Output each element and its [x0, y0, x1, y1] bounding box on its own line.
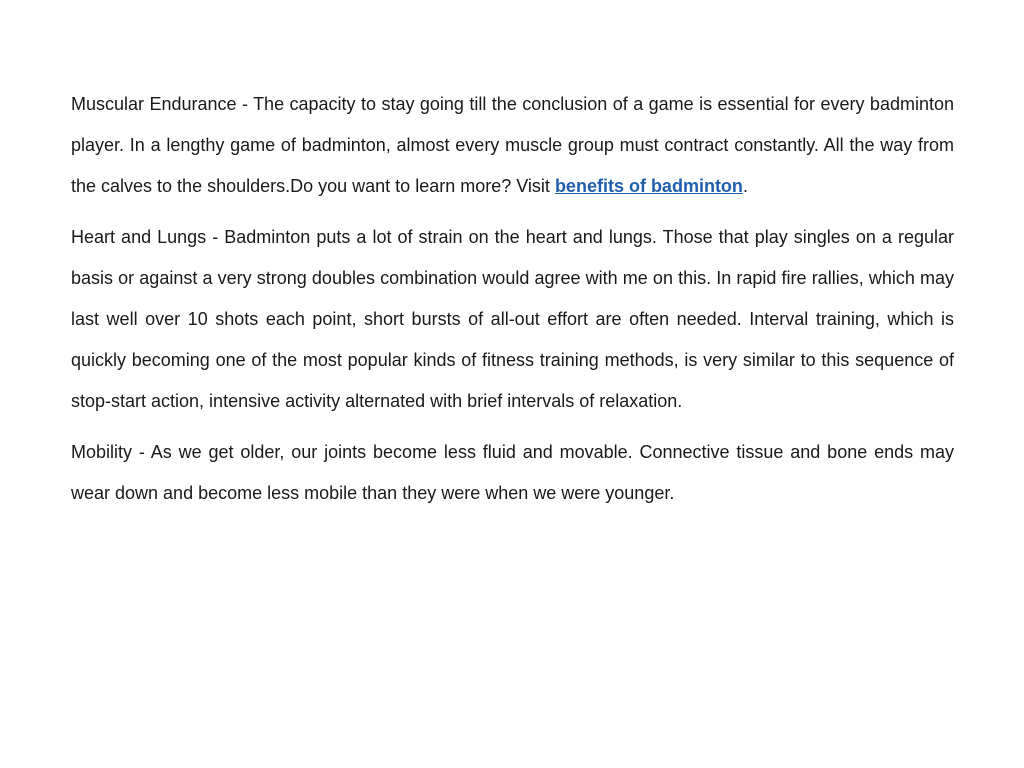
document-body — [71, 84, 954, 524]
paragraph-mobility: Mobility - As we get older, our joints become less fluid and movable. Connective tissue and bone ends may wear down and become less mobile than they were when we were younger. — [71, 442, 954, 503]
paragraph-muscular-endurance-text: Muscular Endurance - The capacity to stay going till the conclusion of a game is essential for every badminton player. In a lengthy game of badminton, almost every muscle group must contract constantly. All the way from the calves to the shoulders.Do you want to learn more? Visit — [71, 94, 954, 196]
benefits-of-badminton-link[interactable]: benefits of badminton — [554, 176, 743, 196]
paragraph-heart-and-lungs: Heart and Lungs - Badminton puts a lot of strain on the heart and lungs. Those that play singles on a regular basis or against a very strong doubles combination would agree with me on this. In rapid fire rallies, which may last well over 10 shots each point, short bursts of all-out effort are often needed. Interval training, which is quickly becoming one of the most popular kinds of fitness training methods, is very similar to this sequence of stop-start action, intensive activity alternated with brief intervals of relaxation. — [71, 227, 954, 411]
paragraph-muscular-endurance — [71, 84, 954, 207]
paragraph-muscular-endurance-end: . — [742, 176, 748, 196]
